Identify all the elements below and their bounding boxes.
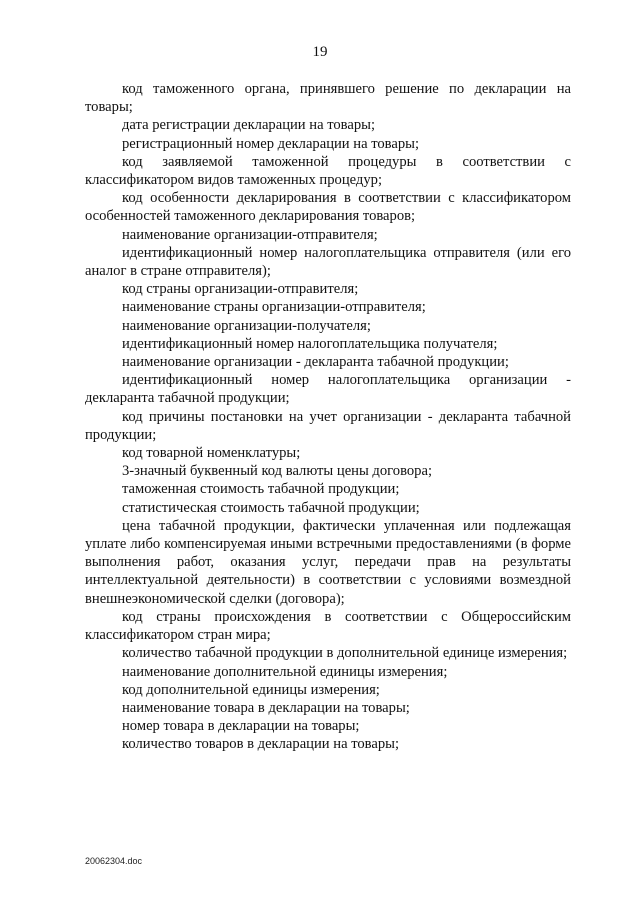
- paragraph: количество товаров в декларации на товары;: [122, 736, 400, 753]
- paragraph: наименование товара в декларации на товары;: [122, 699, 410, 716]
- paragraph: код особенности декларирования в соответствии с классификатором особенностей таможенного декларирования товаров;: [85, 190, 571, 225]
- paragraph: идентификационный номер налогоплательщика отправителя (или его аналог в стране отправителя);: [85, 244, 571, 280]
- paragraph: код таможенного органа, принявшего решение по декларации на товары;: [85, 81, 571, 116]
- paragraph: идентификационный номер налогоплательщика организации - декларанта табачной продукции;: [85, 372, 571, 407]
- paragraph: код страны организации-отправителя;: [122, 281, 359, 298]
- paragraph: наименование организации-отправителя;: [122, 226, 378, 243]
- paragraph: идентификационный номер налогоплательщика получателя;: [122, 335, 498, 352]
- paragraph: количество табачной продукции в дополнительной единице измерения;: [122, 645, 568, 662]
- paragraph: дата регистрации декларации на товары;: [122, 117, 376, 134]
- paragraph: код дополнительной единицы измерения;: [122, 681, 380, 698]
- paragraph: код товарной номенклатуры;: [122, 445, 301, 462]
- paragraph: наименование страны организации-отправителя;: [122, 299, 426, 316]
- paragraph: номер товара в декларации на товары;: [122, 718, 360, 735]
- document-body: [85, 80, 571, 754]
- page-number: 19: [312, 44, 328, 60]
- paragraph: код страны происхождения в соответствии с Общероссийским классификатором стран мира;: [85, 608, 571, 644]
- paragraph: регистрационный номер декларации на товары;: [122, 135, 420, 152]
- paragraph: наименование организации-получателя;: [122, 317, 371, 334]
- paragraph: цена табачной продукции, фактически уплаченная или подлежащая уплате либо компенсируемая иными встречными предоставлениями (в форме выполнения работ, оказания услуг, передачи прав на результаты интеллектуальной деятельности) в соответствии с условиями возмездной внешнеэкономической сделки (договора);: [85, 517, 571, 607]
- paragraph: код причины постановки на учет организации - декларанта табачной продукции;: [85, 408, 571, 443]
- paragraph: наименование дополнительной единицы измерения;: [122, 663, 448, 680]
- paragraph: статистическая стоимость табачной продукции;: [122, 499, 420, 516]
- paragraph: 3-значный буквенный код валюты цены договора;: [122, 463, 432, 480]
- footer-filename: 20062304.doc: [85, 856, 143, 866]
- paragraph: наименование организации - декларанта табачной продукции;: [122, 354, 509, 371]
- paragraph: таможенная стоимость табачной продукции;: [122, 481, 400, 498]
- paragraph: код заявляемой таможенной процедуры в соответствии с классификатором видов таможенных процедур;: [85, 153, 571, 189]
